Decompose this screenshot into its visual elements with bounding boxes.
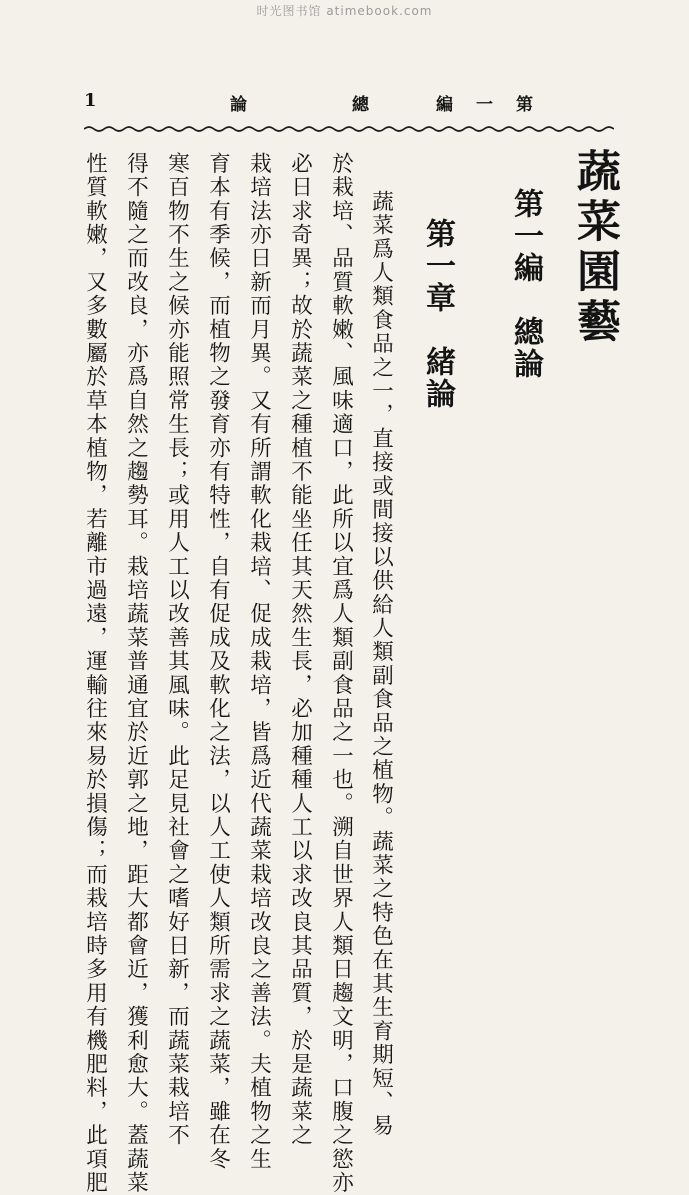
body-text-line: 得不隨之而改良，亦爲自然之趨勢耳。栽培蔬菜普通宜於近郭之地，距大都會近，獲利愈大。蓋蔬菜 bbox=[123, 152, 149, 1195]
page-header bbox=[84, 90, 614, 116]
body-text-line: 育本有季候，而植物之發育亦有特性，自有促成及軟化之法，以人工使人類所需求之蔬菜，雖在冬 bbox=[205, 152, 231, 1172]
body-text-line: 寒百物不生之候亦能照常生長；或用人工以改善其風味。此足見社會之嗜好日新，而蔬菜栽培不 bbox=[164, 152, 190, 1148]
book-title: 蔬菜園藝 bbox=[569, 148, 620, 348]
watermark: 时光图书馆 atimebook.com bbox=[256, 4, 433, 18]
chapter-title: 第一章 緒論 bbox=[420, 218, 455, 410]
running-head-char: 論 bbox=[230, 95, 247, 115]
part-title: 第一編 總論 bbox=[508, 188, 543, 380]
body-text-line: 性質軟嫩，又多數屬於草本植物，若離市過遠，運輸往來易於損傷；而栽培時多用有機肥料，此項肥 bbox=[82, 152, 108, 1195]
page-number: 1 bbox=[84, 90, 97, 111]
running-head-char: 一 bbox=[476, 95, 493, 115]
body-text-line: 栽培法亦日新而月異。又有所謂軟化栽培、促成栽培，皆爲近代蔬菜栽培改良之善法。夫植物之生 bbox=[246, 152, 272, 1172]
running-head-char: 編 bbox=[436, 95, 453, 115]
running-head-char: 總 bbox=[352, 95, 369, 115]
body-text-line: 必日求奇異；故於蔬菜之種植不能坐任其天然生長，必加種種人工以求改良其品質，於是蔬菜之 bbox=[287, 152, 313, 1148]
body-text-line: 蔬菜爲人類食品之一，直接或間接以供給人類副食品之植物。蔬菜之特色在其生育期短、易 bbox=[368, 190, 394, 1138]
body-text-line: 於栽培、品質軟嫩、風味適口，此所以宜爲人類副食品之一也。溯自世界人類日趨文明，口腹之慾亦 bbox=[328, 152, 354, 1195]
running-head-char: 第 bbox=[516, 95, 533, 115]
header-rule bbox=[84, 124, 614, 134]
